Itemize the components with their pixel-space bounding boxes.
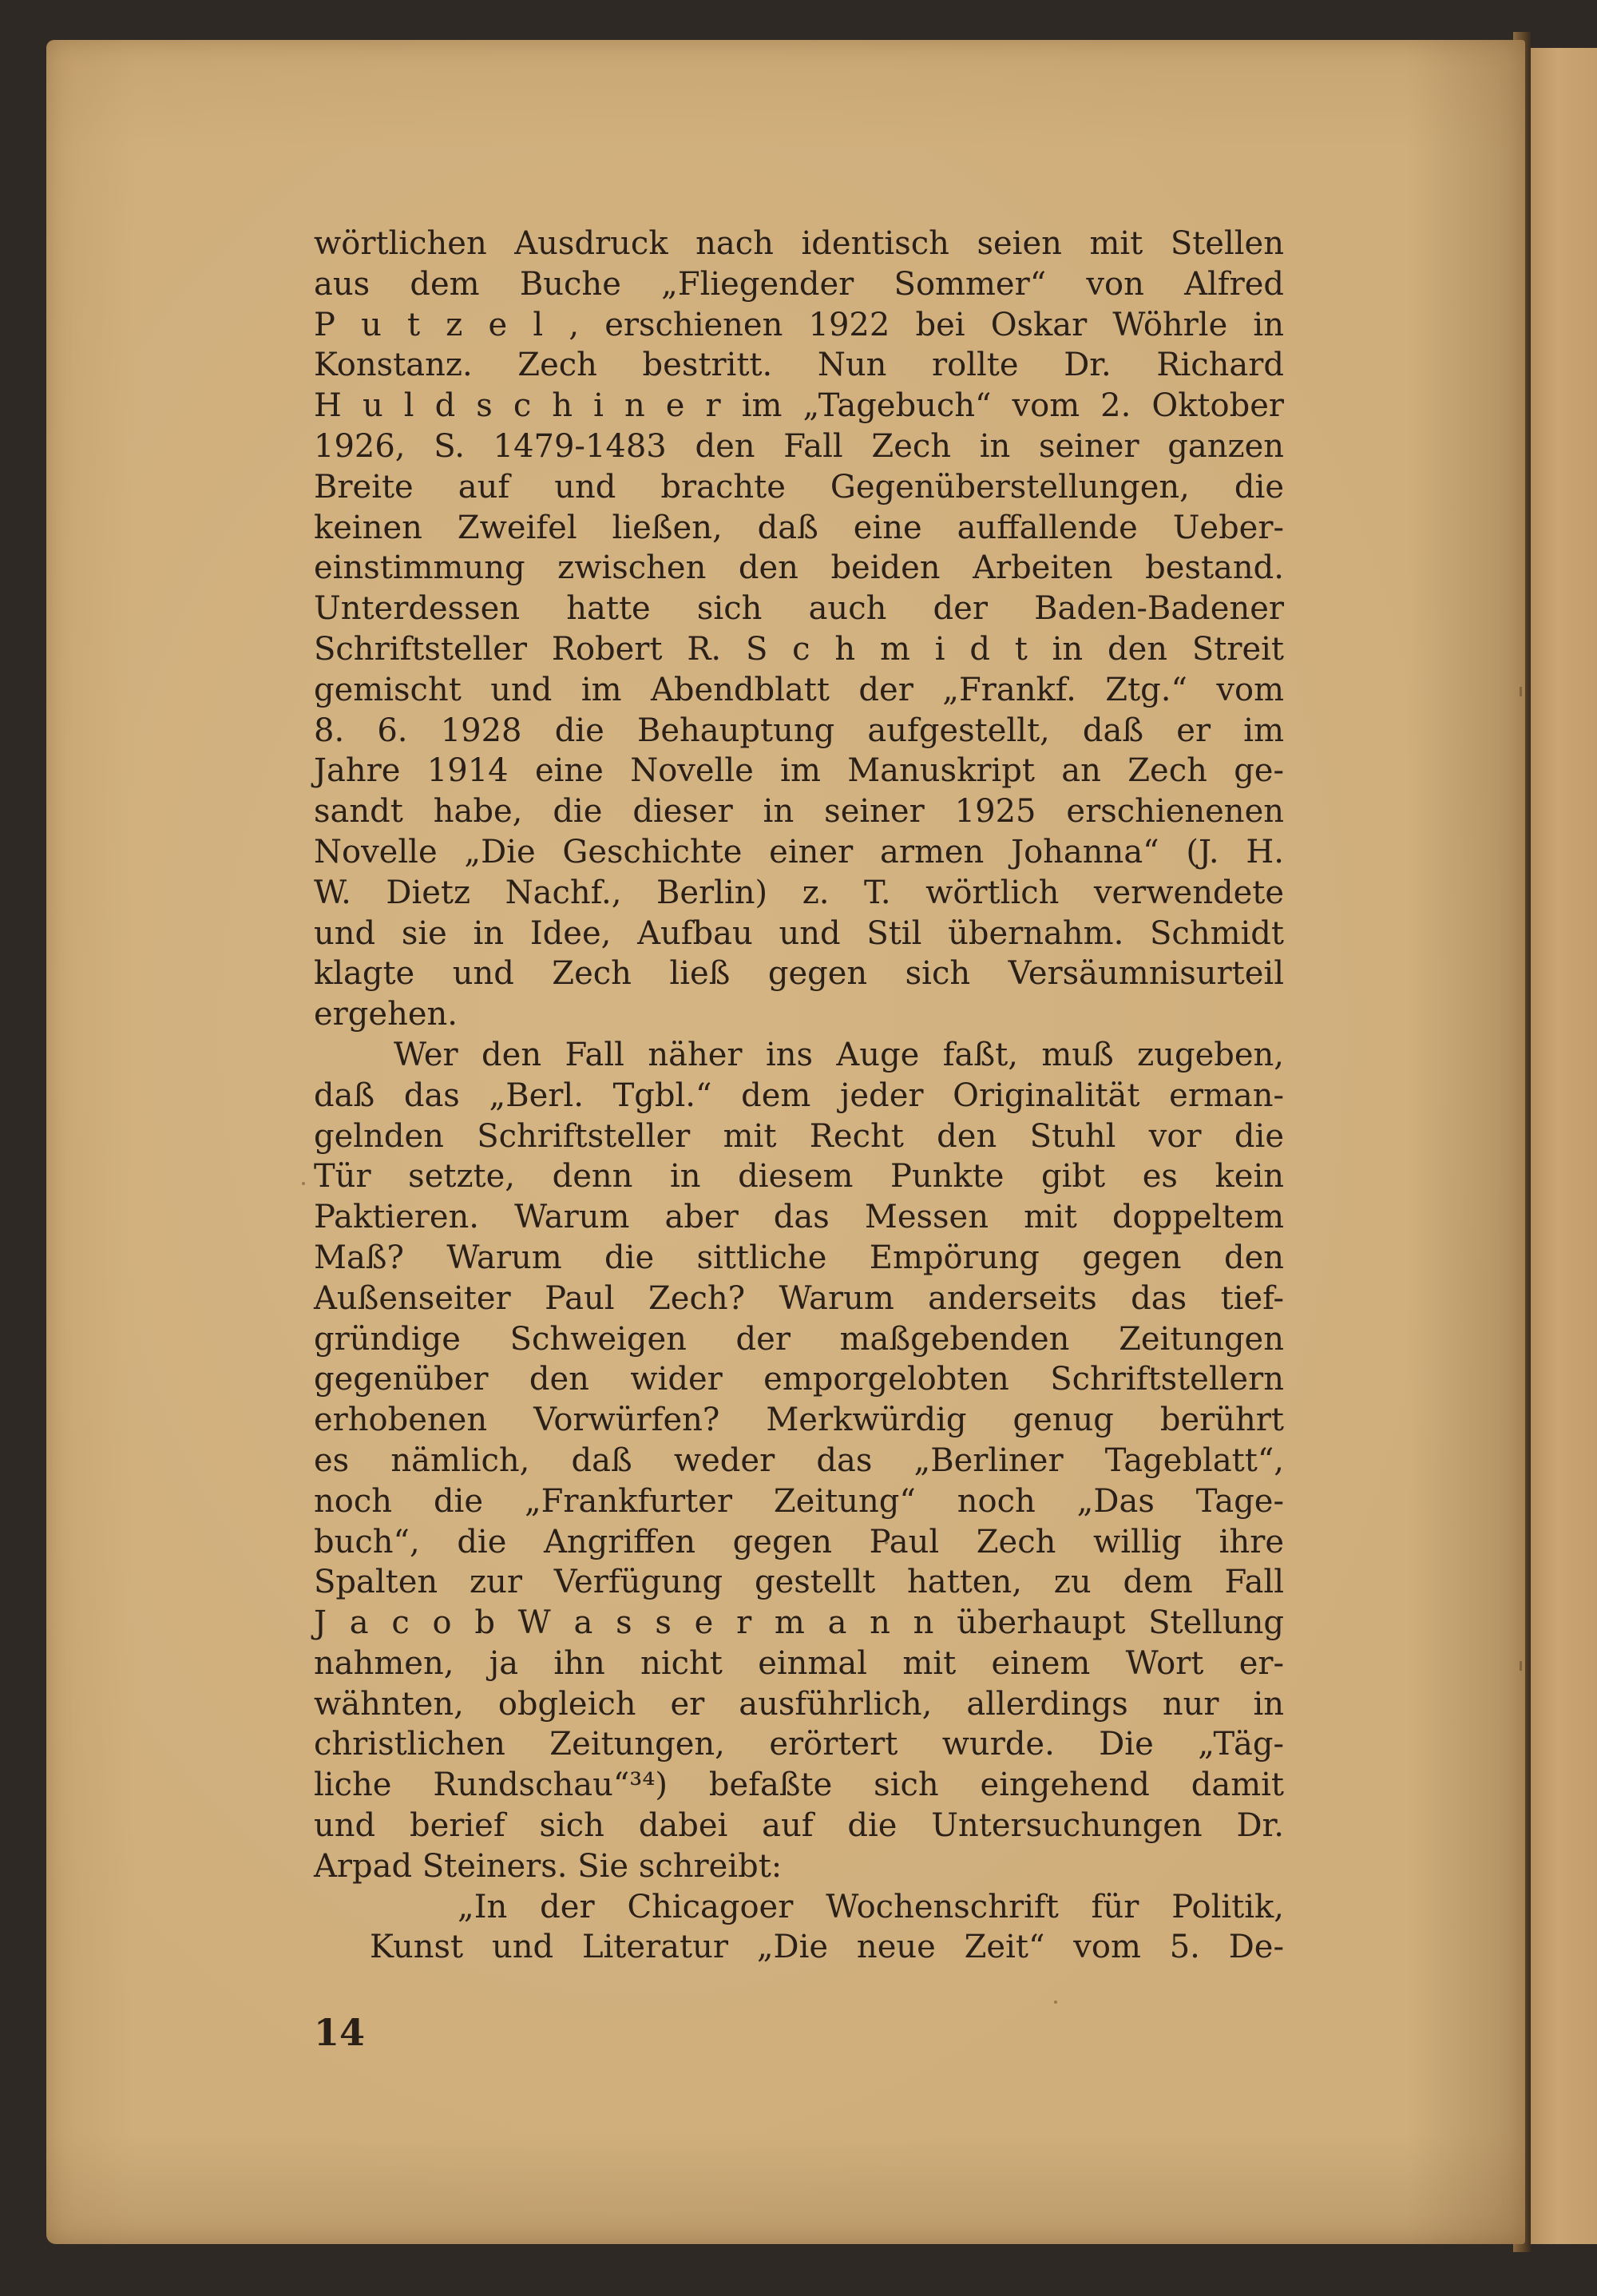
- text-line: Paktieren. Warum aber das Messen mit doppeltem: [314, 1199, 1284, 1236]
- text-line: Unterdessen hatte sich auch der Baden-Badener: [314, 590, 1284, 628]
- text-line: W. Dietz Nachf., Berlin) z. T. wörtlich verwendete: [314, 874, 1284, 911]
- text-line: Tür setzte, denn in diesem Punkte gibt es kein: [314, 1158, 1284, 1196]
- text-line: liche Rundschau“³⁴) befaßte sich eingehend damit: [314, 1767, 1284, 1804]
- text-line: Außenseiter Paul Zech? Warum anderseits das tief-: [314, 1279, 1284, 1317]
- text-line: christlichen Zeitungen, erörtert wurde. Die „Täg-: [314, 1726, 1284, 1763]
- text-line: Jahre 1914 eine Novelle im Manuskript an Zech ge-: [314, 752, 1284, 790]
- text-line: Arpad Steiners. Sie schreibt:: [314, 1847, 783, 1885]
- text-line: noch die „Frankfurter Zeitung“ noch „Das Tage-: [314, 1482, 1284, 1520]
- text-line: Spalten zur Verfügung gestellt hatten, zu dem Fall: [314, 1564, 1284, 1601]
- text-line: gründige Schweigen der maßgebenden Zeitungen: [314, 1320, 1284, 1358]
- text-line: und sie in Idee, Aufbau und Stil übernahm. Schmidt: [314, 914, 1284, 952]
- page-number: 14: [314, 2011, 366, 2054]
- text-line: ergehen.: [314, 996, 458, 1033]
- text-line: nahmen, ja ihn nicht einmal mit einem Wort er-: [314, 1644, 1284, 1682]
- text-line: sandt habe, die dieser in seiner 1925 erschienenen: [314, 793, 1284, 831]
- text-line: einstimmung zwischen den beiden Arbeiten bestand.: [314, 549, 1284, 587]
- quote-line: Kunst und Literatur „Die neue Zeit“ vom 5. De-: [370, 1929, 1284, 1966]
- text-line: daß das „Berl. Tgbl.“ dem jeder Originalität erman-: [314, 1077, 1284, 1114]
- paper-speck: [1054, 2001, 1057, 2004]
- text-line: H u l d s c h i n e r im „Tagebuch“ vom 2. Oktober: [314, 387, 1284, 425]
- text-line: gegenüber den wider emporgelobten Schriftstellern: [314, 1361, 1284, 1398]
- text-line: aus dem Buche „Fliegender Sommer“ von Alfred: [314, 265, 1284, 303]
- text-line: und berief sich dabei auf die Untersuchungen Dr.: [314, 1807, 1284, 1845]
- paper-mark: [1520, 1661, 1522, 1671]
- text-line: 1926, S. 1479-1483 den Fall Zech in seiner ganzen: [314, 427, 1284, 465]
- text-line: Novelle „Die Geschichte einer armen Johanna“ (J. H.: [314, 833, 1284, 870]
- text-line: buch“, die Angriffen gegen Paul Zech willig ihre: [314, 1523, 1284, 1560]
- text-line: es nämlich, daß weder das „Berliner Tageblatt“,: [314, 1441, 1284, 1479]
- text-line-paragraph-start: Wer den Fall näher ins Auge faßt, muß zugeben,: [394, 1036, 1284, 1073]
- text-line: gelnden Schriftsteller mit Recht den Stuhl vor die: [314, 1117, 1284, 1155]
- adjacent-page-edge: [1531, 48, 1597, 2244]
- text-line: klagte und Zech ließ gegen sich Versäumnisurteil: [314, 955, 1284, 993]
- text-line: Maß? Warum die sittliche Empörung gegen den: [314, 1239, 1284, 1276]
- text-line: Breite auf und brachte Gegenüberstellungen, die: [314, 468, 1284, 506]
- text-line: keinen Zweifel ließen, daß eine auffallende Ueber-: [314, 509, 1284, 546]
- body-text: [314, 224, 1284, 1968]
- text-line: Schriftsteller Robert R. S c h m i d t in den Streit: [314, 630, 1284, 668]
- paper-mark: [1520, 687, 1522, 696]
- text-line: 8. 6. 1928 die Behauptung aufgestellt, daß er im: [314, 712, 1284, 749]
- text-line: erhobenen Vorwürfen? Merkwürdig genug berührt: [314, 1402, 1284, 1439]
- text-line: J a c o b W a s s e r m a n n überhaupt Stellung: [314, 1604, 1284, 1642]
- text-line: P u t z e l , erschienen 1922 bei Oskar Wöhrle in: [314, 306, 1284, 343]
- paper-speck: [302, 1182, 305, 1185]
- text-line: gemischt und im Abendblatt der „Frankf. Ztg.“ vom: [314, 671, 1284, 708]
- quote-line: „In der Chicagoer Wochenschrift für Politik,: [458, 1888, 1284, 1925]
- text-line: Konstanz. Zech bestritt. Nun rollte Dr. Richard: [314, 347, 1284, 384]
- text-line: wähnten, obgleich er ausführlich, allerdings nur in: [314, 1685, 1284, 1723]
- text-line: wörtlichen Ausdruck nach identisch seien mit Stellen: [314, 225, 1284, 262]
